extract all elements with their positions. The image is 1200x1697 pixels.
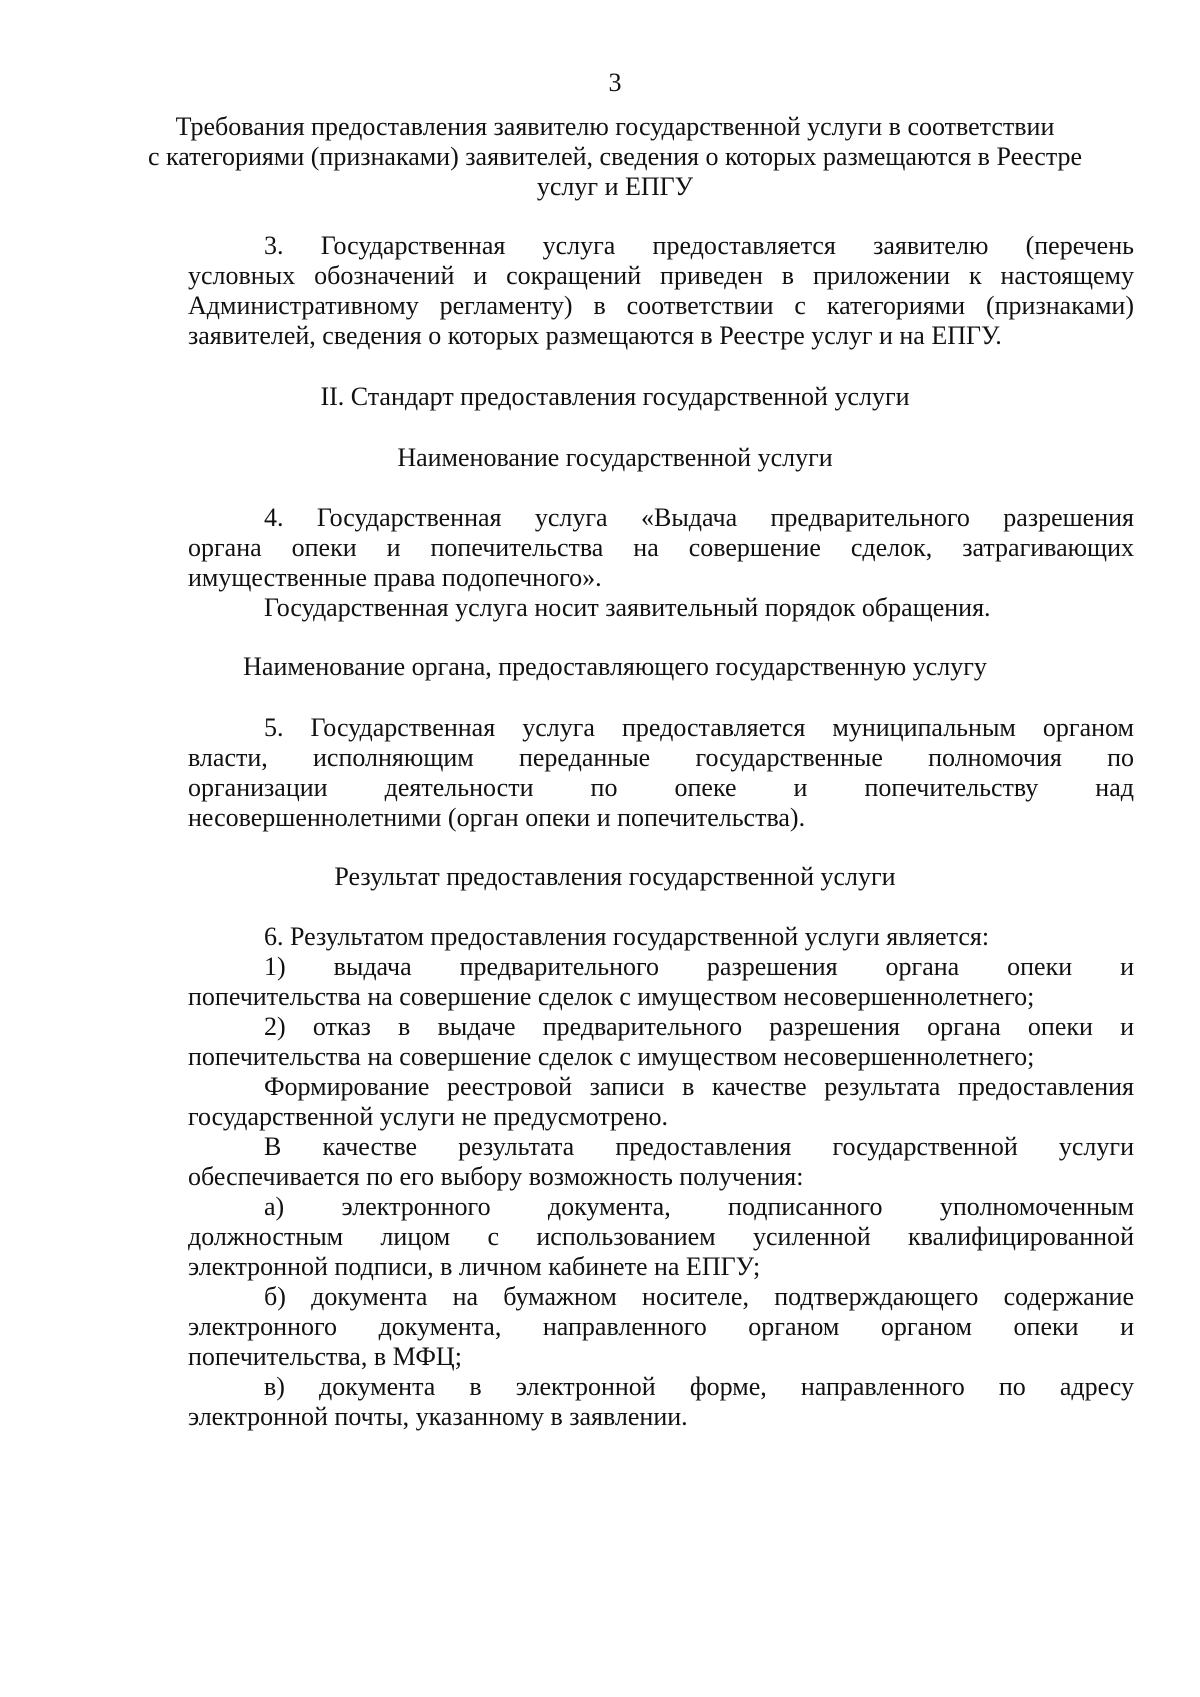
result-heading: Результат предоставления государственной услуги [334,862,896,891]
paragraph-6 [188,922,1134,1432]
paragraph-3 [188,231,1134,351]
paragraph-line: Формирование реестровой записи в качестве результата предоставления [264,1072,1134,1101]
paragraph-line: должностным лицом с использованием усиленной квалифицированной [188,1222,1134,1251]
paragraph-line: Государственная услуга носит заявительный порядок обращения. [264,593,991,622]
paragraph-line: попечительства, в МФЦ; [188,1342,462,1371]
paragraph-line: Административному регламенту) в соответствии с категориями (признаками) [188,291,1134,320]
paragraph-line: 3. Государственная услуга предоставляется заявителю (перечень [264,231,1134,260]
paragraph-line: электронной почты, указанному в заявлении. [188,1402,688,1431]
paragraph-line: попечительства на совершение сделок с имуществом несовершеннолетнего; [188,982,1035,1011]
paragraph-line: электронного документа, направленного органом органом опеки и [188,1312,1134,1341]
paragraph-line: обеспечивается по его выбору возможность получения: [188,1162,804,1191]
paragraph-line: В качестве результата предоставления государственной услуги [264,1132,1134,1161]
paragraph-line: 4. Государственная услуга «Выдача предварительного разрешения [264,503,1134,532]
paragraph-line: организации деятельности по опеке и попечительству над [188,773,1134,802]
paragraph-line: заявителей, сведения о которых размещаются в Реестре услуг и на ЕПГУ. [188,321,1002,350]
paragraph-line: несовершеннолетними (орган опеки и попечительства). [188,803,806,832]
requirements-heading-line: услуг и ЕПГУ [536,172,694,201]
paragraph-5 [188,713,1134,833]
list-item-v: в) документа в электронной форме, направленного по адресу [264,1372,1134,1401]
list-item-b: б) документа на бумажном носителе, подтверждающего содержание [264,1282,1134,1311]
paragraph-line: электронной подписи, в личном кабинете на ЕПГУ; [188,1252,761,1281]
paragraph-line: власти, исполняющим переданные государственные полномочия по [188,743,1134,772]
paragraph-line: органа опеки и попечительства на совершение сделок, затрагивающих [188,533,1134,562]
paragraph-4 [188,503,1134,623]
paragraph-line: условных обозначений и сокращений приведен в приложении к настоящему [188,261,1134,290]
list-item-a: а) электронного документа, подписанного уполномоченным [264,1192,1134,1221]
list-item-1: 1) выдача предварительного разрешения органа опеки и [264,952,1134,981]
body-name-heading: Наименование органа, предоставляющего государственную услугу [243,652,987,681]
page-number: 3 [608,68,622,97]
service-name-heading: Наименование государственной услуги [397,443,833,472]
requirements-heading-line: с категориями (признаками) заявителей, сведения о которых размещаются в Реестре [147,142,1083,171]
section-2-title: II. Стандарт предоставления государственной услуги [320,382,910,411]
paragraph-line: попечительства на совершение сделок с имуществом несовершеннолетнего; [188,1042,1035,1071]
list-item-2: 2) отказ в выдаче предварительного разрешения органа опеки и [264,1012,1134,1041]
paragraph-line: государственной услуги не предусмотрено. [188,1102,668,1131]
requirements-heading-line: Требования предоставления заявителю государственной услуги в соответствии [175,112,1055,141]
requirements-heading [0,112,1200,202]
paragraph-line: имущественные права подопечного». [188,563,602,592]
paragraph-line: 5. Государственная услуга предоставляется муниципальным органом [264,713,1134,742]
paragraph-line: 6. Результатом предоставления государственной услуги является: [264,922,990,951]
